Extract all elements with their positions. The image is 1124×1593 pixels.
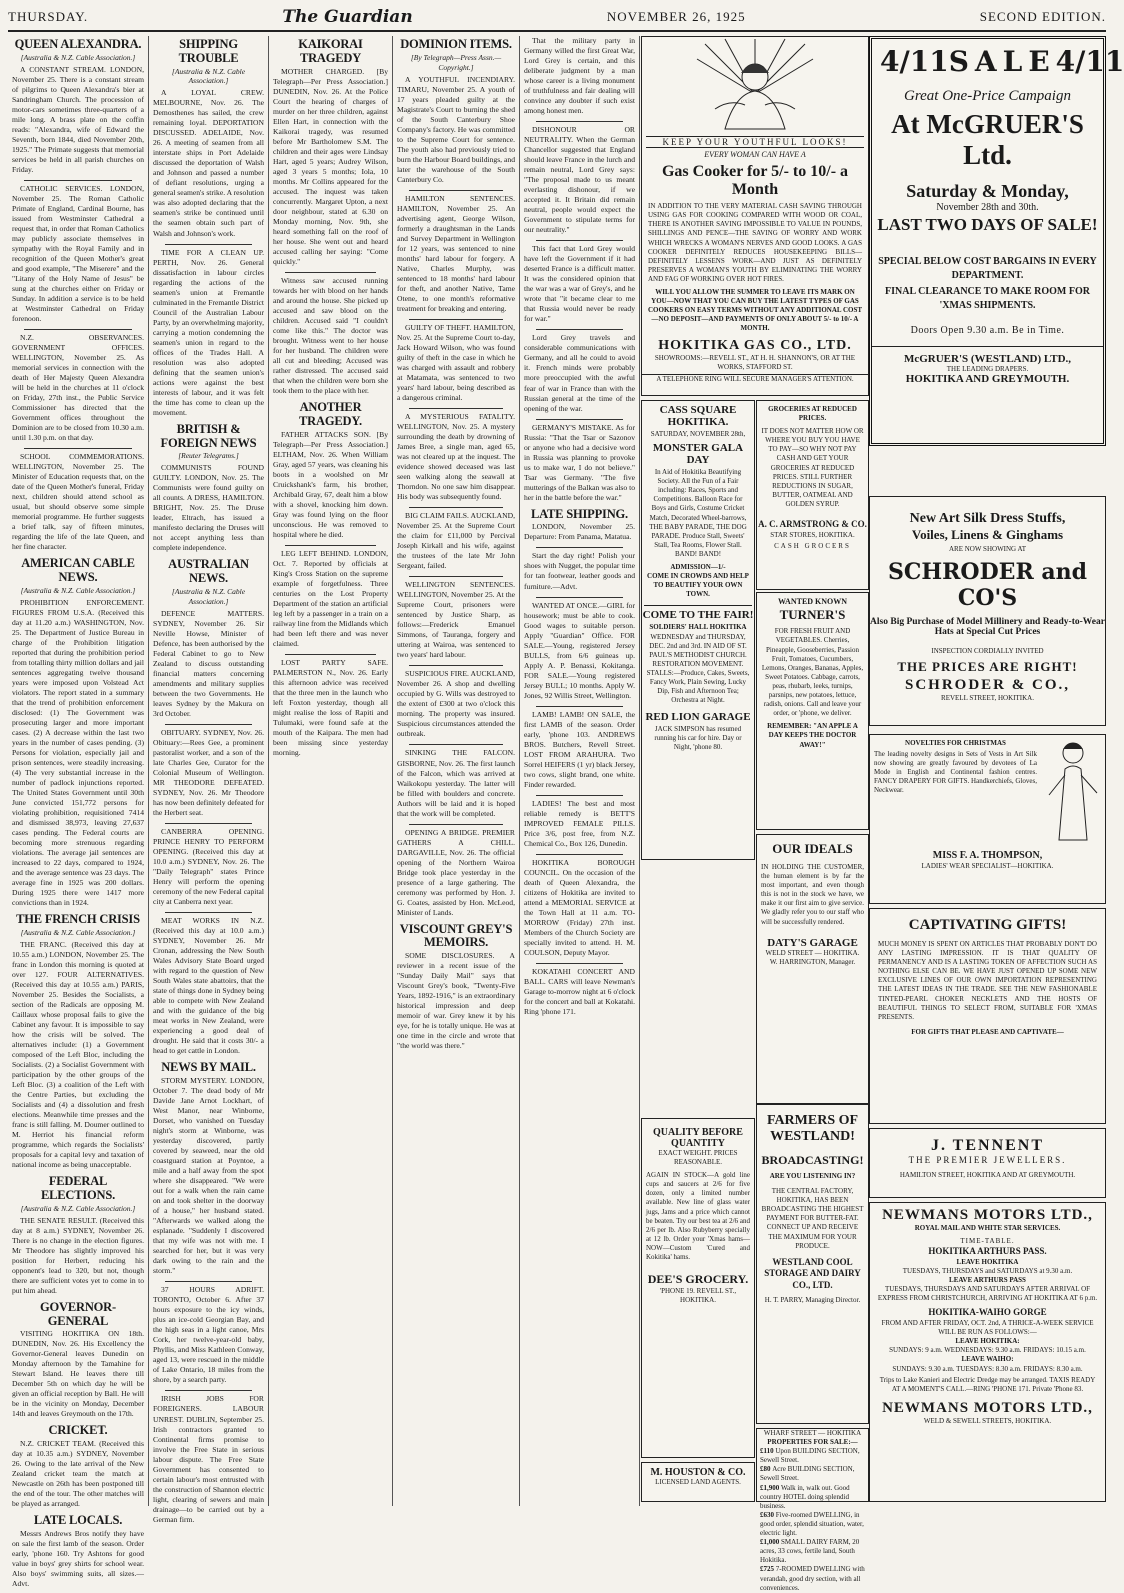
article-body: THE FRANC. (Received this day at 10.55 a.m.) LONDON, November 25. The franc in London this morning is quoted at over 127. FOUR ALTERNATIVES. (Received this day at 10.55 a.m.) PARIS, November 25. Besides the Socialists, a section of the Radicals are opposing M. Caillaux whose proposal fails to give the Cabinet any favour. It is impossible to say how the crisis will be solved. The alternatives include: (1) a Government composed of the Left Bloc, including the Socialists. (2) a Socialist Government with participation by the other groups of the Left Bloc. (3) a coalition of the Left with the Centre Parties, but excluding the Socialists and (4) a dissolution and fresh elections. Meanwhile time presses and the franc is still falling. M. Doumer outlined to M. Herriot his financial reform programme, which regards the Socialists' proposals for a capital levy and taxation of national income as being unacceptable. — [12, 939, 144, 1170]
property-price: £725 — [760, 1565, 776, 1574]
column-divider — [536, 795, 623, 796]
westland-dairy-ad — [756, 1104, 869, 1424]
article-body: LOST PARTY SAFE. PALMERSTON N., Nov. 26. Early this afternoon advice was received that the three men in the launch who left Foxton yesterday, though all might realise the loss of Rapiti and Tulumaki, were found safe at the mouth of the Kaipara. The men had been missing since yesterday morning. — [273, 657, 388, 757]
article-source: [Reuter Telegrams.] — [178, 451, 239, 461]
column-divider — [536, 706, 623, 707]
newmans-route1-leave: LEAVE HOKITIKA — [956, 1257, 1019, 1266]
groc-tag: CASH GROCERS — [774, 541, 851, 550]
column-divider — [285, 545, 376, 546]
turners-fruit-ad — [756, 592, 869, 830]
property-description: Acre BUILDING SECTION, Sewell Street. — [760, 1465, 855, 1483]
news-article — [397, 190, 515, 314]
schroder-address: REVELL STREET, HOKITIKA. — [941, 694, 1034, 702]
article-body: HAMILTON SENTENCES. HAMILTON, November 25. An advertising agent, George Wilson, formerly a draughtsman in the Lands and Survey Department in Wellington for 12 years, was sentenced to nine months' hard labour for forgery. A Native, Charles Murphy, was sentenced to 18 months' hard labour for theft, and another Native, Tame Otene, to one month's reformative treatment for breaking and entering. — [397, 193, 515, 313]
news-column-3 — [269, 36, 393, 1506]
news-article — [12, 913, 144, 1170]
sale-price-left: 4/11 — [880, 45, 949, 78]
turner-body: FOR FRESH FRUIT AND VEGETABLES. Cherries, Pineapple, Gooseberries, Passion Fruit, Tomatoes, Cucumbers, Lemons, Oranges, Bananas, Apples, Sweet Potatoes. Cabbage, carrots, peas, rhubarb, leeks, turnips, parsnips, new potatoes, lettuce, radish, onions. Call and leave your order, or 'phone, we deliver. — [761, 627, 864, 718]
newmans-sub: ROYAL MAIL AND WHITE STAR SERVICES. — [914, 1224, 1061, 1232]
houston-properties-ad — [756, 1428, 869, 1592]
property-listing — [757, 1484, 868, 1511]
gas-company: HOKITIKA GAS CO., LTD. — [658, 337, 852, 353]
article-body: CANBERRA OPENING. PRINCE HENRY TO PERFORM OPENING. (Received this day at 10.0 a.m.) SYDNEY, Nov. 26. The "Daily Telegraph" states Prince Henry will perform the opening ceremony of the new Federal capital city at Canberra next year. — [153, 826, 264, 907]
news-article — [12, 1301, 144, 1420]
news-article — [153, 1061, 264, 1276]
article-body: Lord Grey travels and considerable communications with Germany, and all he could to avoid it. French minds were probably more preoccupied with the awful fear of war in France than with the Russian general at the time of the opening of the war. — [524, 333, 635, 413]
article-source: [Australia & N.Z. Cable Association.] — [20, 52, 136, 62]
sale-clearance: FINAL CLEARANCE TO MAKE ROOM FOR 'XMAS SHIPMENTS. — [885, 286, 1090, 311]
article-headline: BRITISH & FOREIGN NEWS — [160, 421, 257, 450]
article-source: [Australia & N.Z. Cable Association.] — [20, 585, 136, 595]
fair-venue: SOLDIERS' HALL HOKITIKA — [649, 623, 747, 632]
article-body: N.Z. CRICKET TEAM. (Received this day at 10.35 a.m.) SYDNEY, November 26. Owing to the late arrival of the New Zealand cricket team the match at Newcastle on 26th has been postponed till the end of the tour. The other matches will be played as arranged. — [12, 1439, 144, 1509]
article-body: A YOUTHFUL INCENDIARY. TIMARU, November 25. A youth of 17 years pleaded guilty at the Magistrate's Court to burning the shed of the South Canterbury Shoe Company's factory. He was committed to the Supreme Court for sentence. The youth also had previously tried to burn the Harbour Board buildings, and later the warehouse of the South Canterbury Co. — [397, 74, 515, 184]
property-description: Upon BUILDING SECTION, Sewell Street. — [760, 1447, 860, 1465]
houston-sub: LICENSED LAND AGENTS. — [655, 1478, 741, 1486]
article-body: PROHIBITION ENFORCEMENT. FIGURES FROM U.S.A. (Received this day at 11.20 a.m.) WASHINGTON, Nov. 25. The Department of Justice Bureau in charge of the Prohibition litigation reported that during the prohibition period from totalling thirty million dollars and jail sentences aggregating twelve thousand years were imposed upon Volstead Act violators. The report stated in a summary that the trend of prohibition enforcement disclosed: (1) The Government was prosecuting larger and more important cases. (2) A decrease within the last two years in the number of cases pending. (3) Persons for violation, especially jail and prison sentences, were steadily increasing. (4) The very substantial increase in the number of padlock injunctions reported. The United States Government until 30th June convicted 151,772 persons for violating prohibition, requisitioned 7414 and dismissed 38,973, leaving 27,637 cases pending. The Federal courts are becoming more strenuous regarding violations. The average jail sentences are increased to 22 days, compared to 1924, and the average sentence was 23 days. The average fine in 1925 was 200 dollars. During 1925 there were 1417 more convictions than in 1924. — [12, 597, 144, 908]
article-headline: AMERICAN CABLE NEWS. — [21, 556, 135, 585]
farmers-broadcasting: BROADCASTING! — [761, 1153, 864, 1167]
tennent-tag: THE PREMIER JEWELLERS. — [908, 1155, 1067, 1165]
news-article — [12, 448, 144, 552]
gifts-body: MUCH MONEY IS SPENT ON ARTICLES THAT PROBABLY DON'T DO ANY LASTING IMPRESSION. IT IS THAT QUALITY OF PERMANENCY AND IS A LASTING TOKEN OF AFFECTION SUCH AS NOTHING ELSE CAN BE. WE HAVE JUST OPENED UP SOME NEW EXCLUSIVE LINES OF OUR OWN IMPORTATION REPRESENTING THE LATEST IDEAS IN THE TRADE. SEE THE NEW FASHIONABLE TINTED-PEARL CHOKER NECKLETS AND THE HOSTS OF BEAUTIFUL THINGS TO SELECT FROM, SUITABLE FOR 'XMAS PRESENTS. — [878, 940, 1097, 1021]
quality-head: QUALITY BEFORE QUANTITY — [653, 1127, 743, 1149]
newmans-route2-times: SUNDAYS: 9 a.m. WEDNESDAYS: 9.30 a.m. FRIDAYS: 10.15 a.m. — [889, 1346, 1086, 1355]
news-article — [273, 654, 388, 758]
article-headline: THE FRENCH CRISIS — [16, 912, 140, 927]
property-listing — [757, 1511, 868, 1538]
property-listing — [757, 1447, 868, 1465]
groc-address: STAR STORES, HOKITIKA. — [770, 530, 855, 539]
gas-body: IN ADDITION TO THE VERY MATERIAL CASH SAVING THROUGH USING GAS FOR COOKING COMPARED WITH WOOD OR COAL, THERE IS ANOTHER SAVING IMPOSSIBLE TO VALUE IN POUNDS, SHILLINGS AND PENCE—THE SAVING OF WORRY AND WORK WHICH WRECKS A WOMAN'S NERVES AND GOOD LOOKS. A GAS COOKER DEFINITELY REDUCES HOUSEKEEPING BILLS—DEFINITELY LESSENS WORK—AND JUST AS DEFINITELY PRESERVES A WOMAN'S YOUTH BY ELIMINATING THE WORRY AND FAG OF WORKING OVER HOT FIRES. — [648, 202, 862, 283]
gala-title: MONSTER GALA DAY — [652, 442, 744, 467]
article-body: Witness saw accused running towards her with blood on her hands and around the house. She picked up accused and saw blood on the children. Accused said "I couldn't come like this." The doctor was brought. Witness went to her house for her husband. The children were all cut and bleeding; Accused was rather distressed. The accused said that when the children were born she took them to the place with her. — [273, 275, 388, 395]
property-listing — [757, 1465, 868, 1483]
news-article — [524, 795, 635, 849]
dees-grocery-ad — [641, 1118, 755, 1458]
lady-figure-illustration — [1041, 735, 1105, 845]
news-article — [153, 912, 264, 1056]
newmans-timetable: TIME-TABLE. — [960, 1237, 1015, 1246]
article-body: N.Z. OBSERVANCES. GOVERNMENT OFFICES. WELLINGTON, November 25. As memorial services in connection with the death of Her Majesty Queen Alexandra will be held in the churches at 11 o'clock on Friday, 27th inst., the Public Service Commissioner has directed that the Government offices throughout the Dominion are to be closed from 10.30 a.m. until 1.30 p.m. on that day. — [12, 333, 144, 443]
article-body: LADIES! The best and most reliable remedy is BETT'S IMPROVED FEMALE PILLS. Price 3/6, post free, from N.Z. Chemical Co., Box 126, Dunedin. — [524, 798, 635, 848]
novelties-body: The leading novelty designs in Sets of Vests in Art Silk now showing are greatly favoured by devotees of La Mode in English and Continental fashion centres. FANCY DRAPERY FOR GIFTS. Handkerchiefs, Gloves, Neckwear. — [874, 750, 1037, 795]
column-divider — [285, 654, 376, 655]
article-body: CATHOLIC SERVICES. LONDON, November 25. The Roman Catholic Primate of England, Cardinal Bourne, has issued from Westminster Cathedral a request that, in order that Roman Catholics may publicly associate themselves in sympathy with the Royal Family and in recognition of the Queen Mother's great and good example, "The Miserere" and the "Litany of the Holy Name of Jesus" be sung at the churches either on Friday or Sunday. In addition a service is to be held at Westminster Cathedral on Friday forenoon. — [12, 183, 144, 324]
article-headline: VISCOUNT GREY'S MEMOIRS. — [399, 921, 513, 950]
article-body: Messrs Andrews Bros notify they have on sale the first lamb of the season. Order early, 'phone 160. Try Ashtons for good value in boys' grey shirts for school wear. Also boys' swimming suits, all sizes.—Advt. — [12, 1529, 144, 1589]
article-body: STORM MYSTERY. LONDON, October 7. The dead body of Mr Davide Jane Arnot Lockhart, of West Manor, near Winborne, Dorset, who vanished on Tuesday night's storm at Winborne, was yesterday discovered, partly covered by seaweed, near the old coastguard station at Poyntoe, a mile and a half away from the spot where she disappeared. "We were out for a walk when the rain came on and took shelter in the doorway of a house," her husband stated. "Afterwards we walked along the esplanade. "Suddenly I discovered that my wife was not with me. I searched for her, but it was very dark owing to the rain and the storm." — [153, 1076, 264, 1276]
article-body: SINKING THE FALCON. GISBORNE, Nov. 26. The first launch of the Falcon, which was arrived at Waikokopu yesterday. The latter will be filled with boulders and concrete. Authors will be laid and it is hoped that the work will be completed. — [397, 748, 515, 818]
article-body: COMMUNISTS FOUND GUILTY. LONDON, Nov. 25. The Communists were found guilty on all counts. A DRESS, HAMILTON. BRIGHT, Nov. 25. The Druse leader, Eltrach, has issued a manifesto declaring the Druses will not accept anything less than complete independence. — [153, 463, 264, 553]
column-divider — [409, 665, 503, 666]
houston-props-head: PROPERTIES FOR SALE:— — [767, 1438, 858, 1447]
article-headline: LATE LOCALS. — [33, 1513, 123, 1528]
sale-company: McGRUER'S (WESTLAND) LTD., — [903, 353, 1072, 365]
sale-tagline: THE LEADING DRAPERS. — [946, 365, 1029, 373]
gala-venue: CASS SQUARE HOKITIKA. — [659, 404, 737, 428]
newmans-route2-notice: FROM AND AFTER FRIDAY, OCT. 2nd, A THRICE-A-WEEK SERVICE WILL BE RUN AS FOLLOWS:— — [881, 1319, 1094, 1337]
farmers-company: WESTLAND COOL STORAGE AND DAIRY CO., LTD. — [764, 1256, 861, 1291]
gas-cooker-ad — [641, 36, 869, 396]
column-divider — [409, 319, 503, 320]
article-headline: ANOTHER TRAGEDY. — [299, 400, 362, 428]
column-divider — [24, 448, 132, 449]
ideals-manager: W. HARRINGTON, Manager. — [769, 957, 856, 966]
gas-pretitle: EVERY WOMAN CAN HAVE A — [704, 150, 806, 159]
article-body: That the military party in Germany willed the first Great War, Lord Grey is certain, and this deliberate judgment by a man whose career is a living monument of truthfulness and fair dealing will convince any doubter if such exist among honest men. — [524, 36, 635, 116]
groc-body: IT DOES NOT MATTER HOW OR WHERE YOU BUY YOU HAVE TO PAY—SO WHY NOT PAY CASH AND GET YOUR GROCERIES AT REDUCED PRICES. STILL FURTHER REDUCTIONS IN SUGAR, BUTTER, OATMEAL AND GOLDEN SYRUP. — [761, 427, 864, 508]
news-article — [153, 244, 264, 418]
newmans-head: NEWMANS MOTORS LTD., — [882, 1207, 1093, 1223]
article-body: Start the day right! Polish your shoes with Nugget, the popular time for tan footwear, leather goods and furniture.—Advt. — [524, 551, 635, 591]
news-article — [153, 423, 264, 554]
article-body: A MYSTERIOUS FATALITY. WELLINGTON, Nov. 25. A mystery surrounding the death by drowning of James Bree, a single man, aged 65, was not cleared up at the inquest. The evidence showed deceased was last seen walking along the seawall at Thorndon. No one saw him disappear. His body was subsequently found. — [397, 412, 515, 502]
article-body: This fact that Lord Grey would have left the Government if it had deserted France is a difficult matter. It was the considered opinion that the war was a war of Grey's, and he wrote that "it became clear to me that Russia would never be ready for war." — [524, 244, 635, 324]
article-headline: SHIPPING TROUBLE — [178, 37, 239, 65]
news-article — [153, 38, 264, 239]
article-body: MOTHER CHARGED. [By Telegraph—Per Press Association.] DUNEDIN, Nov. 26. At the Police Court the hearing of charges of murder on her three children, against Ellen Hart, in connection with the Kaikorai tragedy, was resumed before Mr Bartholomew S.M. The children and their ages were Lindsay Hart, aged 5 years; Audrey Wilson, aged 3 years 5 months; Iola, 10 months. Mr Collins appeared for the accused. The inquest was taken concurrently. Margaret Upton, a next door neighbour, stated at 6.30 on Monday morning, Nov. 9th, she heard something fall on the roof of her house. She went out and heard accused calling her saying: "Come quickly." — [273, 66, 388, 266]
news-column-1 — [8, 36, 149, 1589]
property-price: £630 — [760, 1510, 776, 1519]
schroder-prices: THE PRICES ARE RIGHT! — [897, 659, 1078, 674]
news-article — [397, 408, 515, 502]
gala-date: SATURDAY, NOVEMBER 28th, — [650, 430, 746, 438]
column-divider — [536, 597, 623, 598]
article-body: VISITING HOKITIKA ON 18th. DUNEDIN, Nov. 26. His Excellency the Governor-General leaves Dunedin on Monday afternoon by the Tamahine for Stewart Island. He leaves there till December 5th on which day he will be given an official reception by Ball. He will be in the vicinity on Monday, December 14th and leaves Greymouth on the 17th. — [12, 1329, 144, 1419]
fair-head: COME TO THE FAIR! — [642, 609, 754, 622]
news-article — [397, 744, 515, 818]
woman-illustration — [695, 39, 815, 129]
article-body: DISHONOUR OR NEUTRALITY. When the German Chancellor suggested that England should leave France in the lurch and remain neutral, Lord Grey says: "The proposal made to us meant everlasting dishonour, if we accepted it. It Britain did remain neutral, people would expect the Government to stipulate terms for our neutrality." — [524, 125, 635, 235]
farmers-body: THE CENTRAL FACTORY, HOKITIKA, HAS BEEN BROADCASTING THE HIGHEST PAYMENT FOR BUTTER-FAT. CONNECT UP AND RECEIVE THE MAXIMUM FOR YOUR PRODUCE. — [761, 1187, 864, 1250]
red-lion-head: RED LION GARAGE — [645, 711, 751, 724]
article-body: IRISH JOBS FOR FOREIGNERS. LABOUR UNREST. DUBLIN, September 25. Irish contractors granted to Continental firms promise to involve the Free State in serious labour dispute. The Free State Government has consented to certain labour's most entrusted with the construction of Shannon electric light, clearing of sewers and main drainage—to be carried out by a German firm. — [153, 1394, 264, 1524]
groc-head: GROCERIES AT REDUCED PRICES. — [768, 405, 857, 423]
column-divider — [165, 823, 252, 824]
gala-admission: ADMISSION—1/- — [670, 563, 726, 572]
article-headline: AUSTRALIAN NEWS. — [168, 557, 249, 586]
houston-address: WHARF STREET — HOKITIKA — [763, 1429, 862, 1437]
article-source: [Australia & N.Z. Cable Association.] — [171, 586, 246, 606]
column-divider — [24, 180, 132, 181]
article-headline: CRICKET. — [48, 1423, 108, 1438]
quality-phone: 'PHONE 19. REVELL ST., HOKITIKA. — [659, 1287, 737, 1305]
schroder-line2: Voiles, Linens & Ginghams — [911, 527, 1064, 542]
news-article — [12, 38, 144, 175]
column-divider — [409, 576, 503, 577]
news-article — [524, 36, 635, 116]
news-column-4 — [393, 36, 520, 1506]
quality-company: DEE'S GROCERY. — [647, 1272, 749, 1287]
houston-property-list — [757, 1447, 868, 1593]
advertisements — [641, 36, 1124, 1592]
column-divider — [165, 1390, 252, 1391]
newmans-route1-detail: TUESDAYS, THURSDAYS AND SATURDAYS AFTER ARRIVAL OF EXPRESS FROM CHRISTCHURCH, ARRIVING AT HOKITIKA AT 6 p.m. — [877, 1285, 1098, 1303]
column-divider — [409, 507, 503, 508]
property-listing — [757, 1538, 868, 1565]
news-article — [524, 419, 635, 503]
turner-wanted: WANTED KNOWN — [777, 597, 848, 606]
farmers-line2: WESTLAND! — [770, 1129, 855, 1144]
news-column-5 — [520, 36, 640, 1506]
news-article — [153, 724, 264, 818]
article-headline: GOVERNOR-GENERAL — [40, 1299, 116, 1328]
novelties-head: NOVELTIES FOR CHRISTMAS — [905, 739, 1006, 747]
schroder-millinery: Also Big Purchase of Model Millinery and Ready-to-Wear Hats at Special Cut Prices — [870, 617, 1105, 637]
newmans-trips: Trips to Lake Kanieri and Electric Dredge may be arranged. TAXIS READY AT A MOMENT'S CALL.—RING 'PHONE 171. Private 'Phone 83. — [879, 1375, 1096, 1393]
gifts-tag: FOR GIFTS THAT PLEASE AND CAPTIVATE— — [911, 1027, 1064, 1036]
quality-sub: EXACT WEIGHT. PRICES REASONABLE. — [658, 1149, 738, 1167]
column-divider — [285, 272, 376, 273]
fair-body: WEDNESDAY and THURSDAY, DEC. 2nd and 3rd. IN AID OF ST. PAUL'S METHODIST CHURCH. RESTORATION MOVEMENT. STALLS:—Produce, Cakes, Sweets, Fancy Work, Plain Sewing, Lucky Dip, Fish and Afternoon Tea; Orchestra at Night. — [646, 632, 750, 705]
armstrong-groceries-ad — [756, 400, 869, 590]
column-divider — [165, 1281, 252, 1282]
thompson-novelties-ad — [869, 734, 1106, 904]
article-body: HOKITIKA BOROUGH COUNCIL. On the occasion of the death of Queen Alexandra, the citizens of Hokitika are invited to attend a MEMORIAL SERVICE at the Town Hall at 11 a.m. TO-MORROW (Friday) 27th inst. Members of the Church Society are specially invited to attend. H. M. COULSON, Deputy Mayor. — [524, 857, 635, 958]
tennent-address: HAMILTON STREET, HOKITIKA AND AT GREYMOUTH. — [899, 1170, 1076, 1179]
article-headline: KAIKORAI TRAGEDY — [298, 37, 363, 65]
ideals-company: DATY'S GARAGE — [767, 936, 858, 949]
news-article — [397, 576, 515, 660]
masthead — [8, 4, 1106, 32]
sale-last-days: LAST TWO DAYS OF SALE! — [877, 215, 1098, 234]
news-column-2 — [149, 36, 269, 1524]
news-article — [12, 1175, 144, 1296]
news-article — [524, 963, 635, 1017]
masthead-day: THURSDAY. — [8, 9, 89, 24]
sale-store: At McGRUER'S Ltd. — [891, 109, 1084, 170]
datys-garage-ad — [756, 834, 869, 1104]
property-description: Walk in, walk out. Good country HOTEL doing splendid business. — [760, 1483, 850, 1510]
news-article — [524, 547, 635, 591]
news-article — [524, 240, 635, 324]
article-body: 37 HOURS ADRIFT. TORONTO, October 6. After 37 hours exposure to the icy winds, plus an ice-cold Georgian Bay, and the high seas in a light canoe, Mrs Cork, her twelve-year-old baby, Phyllis, and Miss Kathleen Conway, aged 13, were rescued in the middle of Lake Ontario, 18 miles from the shore, by a search party. — [153, 1285, 264, 1385]
gas-offer: WILL YOU ALLOW THE SUMMER TO LEAVE ITS MARK ON YOU—NOW THAT YOU CAN BUY THE LATEST TYPES OF GAS COOKERS ON EASY TERMS WITHOUT ANY ADDITIONAL COST—NO DEPOSIT—AND PAYMENTS OF ONLY ABOUT 5/- to 10/- A MONTH. — [648, 288, 863, 333]
article-body: GERMANY'S MISTAKE. As for Russia: "That the Tsar or Sazonov or anyone who had a decisive word in Russia was planning to provoke us to make war, I do not believe." Tsar was Germany. "The five mutterings of the Balkan was also to her in the battle before the war." — [524, 422, 635, 502]
article-body: OBITUARY. SYDNEY, Nov. 26. Obituary:—Rees Gee, a prominent pastoralist worker, and a son of the late Charles Gee, Curator for the Colonial Museum of Wellington. MR THEODORE DEFEATED. SYDNEY, Nov. 26. Mr Theodore has now been definitely defeated for the Herbert seat. — [153, 727, 264, 817]
novelties-name: MISS F. A. THOMPSON, — [932, 850, 1043, 861]
article-source: [Australia & N.Z. Cable Association.] — [20, 1203, 136, 1213]
column-divider — [165, 912, 252, 913]
schroder-line3: ARE NOW SHOWING AT — [948, 545, 1027, 553]
article-headline: LATE SHIPPING. — [531, 506, 628, 521]
article-headline: QUEEN ALEXANDRA. — [14, 37, 142, 51]
turner-name: TURNER'S — [779, 607, 846, 623]
farmers-listening: ARE YOU LISTENING IN? — [769, 1172, 856, 1180]
news-article — [12, 329, 144, 443]
houston-name: M. HOUSTON & CO. — [650, 1467, 746, 1478]
schroder-company: SCHRODER & CO., — [904, 677, 1070, 693]
newmans-route2-leave: LEAVE HOKITIKA: — [955, 1337, 1020, 1346]
novelties-trade: LADIES' WEAR SPECIALIST—HOKITIKA. — [921, 862, 1054, 870]
news-article — [273, 545, 388, 649]
groc-company: A. C. ARMSTRONG & CO. — [758, 519, 867, 530]
news-article — [397, 665, 515, 739]
tennent-jewellers-ad — [869, 1128, 1106, 1198]
column-divider — [536, 240, 623, 241]
article-body: WELLINGTON SENTENCES. WELLINGTON, November 25. At the Supreme Court, prisoners were sentenced by Justice Sharp, as follows:—Frederick Emanuel Simmons, of Tauranga, forgery and uttering at Wairoa, was sentenced to two years' hard labour. — [397, 580, 515, 660]
column-divider — [165, 244, 252, 245]
news-article — [524, 121, 635, 235]
gas-headline: Gas Cooker for 5/- to 10/- a Month — [661, 163, 849, 198]
schroder-inspection: INSPECTION CORDIALLY INVITED — [931, 647, 1044, 655]
article-body: THE SENATE RESULT. (Received this day at 8 a.m.) SYDNEY, November 26. There is no change in the election figures. Mr Theodore has slightly improved his position for Herbert, reducing his opponent's lead to 320, but not, though there are sufficient votes yet to come in to put him ahead. — [12, 1215, 144, 1295]
newmans-route1-days: TUESDAYS, THURSDAYS and SATURDAYS at 9.30 a.m. — [902, 1266, 1073, 1275]
news-article — [153, 1281, 264, 1385]
mcgruers-sale-ad — [869, 36, 1124, 446]
ideals-body: IN HOLDING THE CUSTOMER, the human element is by far the most important, and even though this is not in the stock we have, we make it our first aim to give service. We gladly refer you to our staff who will be successfully rendered. — [761, 863, 864, 926]
article-headline: FEDERAL ELECTIONS. — [40, 1174, 116, 1202]
sale-dates: November 28th and 30th. — [936, 202, 1039, 213]
sale-days: Saturday & Monday, — [906, 181, 1069, 201]
news-article — [273, 401, 388, 540]
newmans-route2: HOKITIKA-WAIHO GORGE — [928, 1307, 1047, 1318]
news-article — [153, 558, 264, 718]
gala-body: In Aid of Hokitika Beautifying Society. All the Fun of a Fair including: Races, Sports and Competitions. Balloon Race for Boys and Girls, Costume Cricket Match, Decorated Wheel-barrows, THE BABY PARADE, THE DOG PARADE. Produce Stall, Sweets' Stall, Tea Rooms, Flower Stall. BAND! BAND! — [649, 468, 747, 558]
news-article — [12, 180, 144, 324]
red-lion-body: JACK SIMPSON has resumed running his car for hire. Day or Night, 'phone 80. — [654, 725, 742, 752]
column-divider — [165, 724, 252, 725]
article-body: MEAT WORKS IN N.Z. (Received this day at 10.0 a.m.) SYDNEY, November 26. Mr Cronan, addressing the New South Wales Advisory State Board urged with regard to the question of New South Wales state abattoirs, that the state of things done in Sydney being able to compete with New Zealand and with the guidance of the big meat works in New Zealand, were experiencing a good deal of drought. He said that it costs 30/- a head to get cattle in London. — [153, 916, 264, 1056]
property-price: £110 — [760, 1447, 776, 1456]
news-article — [524, 706, 635, 790]
farmers-line1: FARMERS OF — [766, 1113, 859, 1128]
article-body: FATHER ATTACKS SON. [By Telegraph—Per Press Association.] ELTHAM, Nov. 26. When William Gray, aged 57 years, was cleaning his boots in a woolshed on Mr Cruickshank's farm, his brother, Archibald Gray, 67, dealt him a blow with a shovel, knocking him down. Gray was found lying on the floor unconscious. He was removed to hospital where he died. — [273, 429, 388, 539]
article-source: [By Telegraph—Press Assn.—Copyright.] — [410, 52, 502, 72]
newmans-route2-return: LEAVE WAIHO: — [961, 1355, 1014, 1364]
property-price: £80 — [760, 1465, 773, 1474]
houston-summary — [641, 1462, 755, 1502]
column-divider — [536, 121, 623, 122]
column-divider — [24, 329, 132, 330]
article-headline: NEWS BY MAIL. — [161, 1060, 256, 1075]
schroder-name: SCHRODER and CO'S — [887, 559, 1088, 611]
schroder-ad — [869, 496, 1106, 726]
sale-locations: HOKITIKA AND GREYMOUTH. — [905, 373, 1070, 385]
column-divider — [409, 824, 503, 825]
gifts-head: CAPTIVATING GIFTS! — [908, 917, 1067, 933]
news-article — [273, 38, 388, 267]
news-article — [524, 854, 635, 958]
masthead-date: NOVEMBER 26, 1925 — [606, 9, 746, 24]
sale-bargains: SPECIAL BELOW COST BARGAINS IN EVERY DEPARTMENT. — [878, 256, 1097, 281]
gala-day-ad — [641, 400, 755, 860]
article-source: [Australia & N.Z. Cable Association.] — [20, 927, 136, 937]
column-divider — [409, 744, 503, 745]
newmans-route1: HOKITIKA ARTHURS PASS. — [928, 1246, 1047, 1257]
column-divider — [536, 329, 623, 330]
article-headline: DOMINION ITEMS. — [400, 37, 512, 51]
property-price: £1,000 — [760, 1538, 781, 1547]
sale-doors: Doors Open 9.30 a.m. Be in Time. — [910, 325, 1065, 336]
news-article — [397, 319, 515, 403]
article-body: SUSPICIOUS FIRE. AUCKLAND, November 26. A shop and dwelling occupied by G. Wills was destroyed to the extent of £300 at two o'clock this morning. The property was insured. Suspicious circumstances attended the outbreak. — [397, 669, 515, 739]
article-body: LAMB! LAMB! ON SALE, the first LAMB of the season. Order early, 'phone 103. ANDREWS BROS. Butchers, Revell Street. LOST FROM ARAHURA. Two Sorrel HEIFERS (1 yr) black Jersey, two cows, slight brand, one white. Finder rewarded. — [524, 709, 635, 789]
sale-campaign: Great One-Price Campaign — [904, 88, 1071, 104]
article-body: WANTED AT ONCE.—GIRL for housework; must be able to cook. Good wages to suitable person. Apply "Guardian" Office. FOR SALE.—Young, registered Jersey BULLS, from 6/6 guineas up. Apply A. P. Benassi, Kokitanga. FOR SALE.—Young registered Jersey BULL; 10 months. Apply W. Jones, 92 Willis Street, Wellington. — [524, 600, 635, 700]
column-divider — [536, 419, 623, 420]
property-description: 7-ROOMED DWELLING with verandah, good dry section, with all conveniences. — [760, 1565, 865, 1592]
article-source: [Australia & N.Z. Cable Association.] — [171, 66, 246, 86]
turner-tag: REMEMBER: "AN APPLE A DAY KEEPS THE DOCTOR AWAY!" — [767, 722, 858, 749]
article-body: LEG LEFT BEHIND. LONDON, Oct. 7. Reported by officials at King's Cross Station on the supreme example of forgetfulness. Three centuries on the Lost Property Department of the station an artificial leg left by a passenger in a train on a railway line from the Midlands which had been left there and was never claimed. — [273, 548, 388, 648]
news-article — [12, 1514, 144, 1589]
masthead-edition: SECOND EDITION. — [979, 9, 1106, 24]
property-listing — [757, 1565, 868, 1592]
news-article — [397, 507, 515, 571]
sale-price-right: 4/11 — [1055, 45, 1124, 78]
article-body: A LOYAL CREW. MELBOURNE, Nov. 26. The Demosthenes has sailed, the crew remaining loyal. DEPORTATION DISCUSSED. ADELAIDE, Nov. 26. A meeting of seamen from all interstate ships in Port Adelaide discussed the deportation of Walsh and Johnson and passed a number of defiant resolutions, urging a general seamen's strike. A resolution was also adopted declaring that the seamen's strike be continued until the seamen obtain such part of Walsh and Johnson's work. — [153, 88, 264, 238]
newmans-route1-return: LEAVE ARTHURS PASS — [949, 1276, 1026, 1285]
captivating-gifts-ad — [869, 908, 1106, 1124]
news-article — [397, 824, 515, 918]
news-article — [397, 38, 515, 185]
property-description: Five-roomed DWELLING, in good order, splendid situation, water, electric light. — [760, 1510, 864, 1538]
article-body: TIME FOR A CLEAN UP. PERTH, Nov. 26. General dissatisfaction in labour circles regarding the actions of the seamen's union at Fremantle culminated in the Fremantle District Council of the Australian Labour Party, by an overwhelming majority, carrying a motion condemning the seamen's union in regard to the offices of the Trades Hall. A resolution was also adopted defining that the seamen union's actions were against the best interests of labour, and it was felt the time has come to clean up the movement. — [153, 247, 264, 417]
news-article — [524, 508, 635, 543]
news-article — [524, 329, 635, 413]
newmans-footer: NEWMANS MOTORS LTD., — [882, 1399, 1093, 1416]
newmans-footer-address: WELD & SEWELL STREETS, HOKITIKA. — [923, 1416, 1052, 1425]
property-description: SMALL DAIRY FARM, 20 acres, 33 cows, fertile land, South Hokitika. — [760, 1538, 860, 1565]
column-divider — [536, 547, 623, 548]
masthead-title: The Guardian — [282, 7, 413, 27]
news-article — [153, 823, 264, 907]
article-body: A CONSTANT STREAM. LONDON, November 25. There is a constant stream of pilgrims to Queen Alexandra's bier at Sandringham Church. The procession of motor-cars sometimes three-quarters of a mile long. A brass plate on the coffin reads: "Alexandra, wife of Edward the Seventh, born 1844, died November 20th, 1925." The Primate suggests that memorial services be held in all parish churches on Friday. — [12, 64, 144, 174]
gala-tagline: COME IN CROWDS AND HELP TO BEAUTIFY YOUR OWN TOWN. — [647, 572, 749, 599]
news-article — [273, 272, 388, 396]
news-article — [12, 1424, 144, 1509]
article-body: SOME DISCLOSURES. A reviewer in a recent issue of the "Sunday Daily Mail" says that Viscount Grey's book, "Twenty-Five Years, 1892-1916," is an extraordinary historical impression and deep memoir of war. Grey knew it by his eye, for he is totally unique. He was at one time in the circle and wrote that "the world was there." — [397, 951, 515, 1051]
article-body: BIG CLAIM FAILS. AUCKLAND, November 25. At the Supreme Court the claim for £11,000 by Percival Joseph Kirkall and his wife, against the trustees of the late Mr John Sergeant, failed. — [397, 511, 515, 571]
article-body: GUILTY OF THEFT. HAMILTON, Nov. 25. At the Supreme Court to-day, Jack Howard Wilson, who was found guilty of theft in the case in which he was charged with assault and robbery at Matamata, was sentenced to two years' hard labour, being described as a dangerous criminal. — [397, 322, 515, 402]
newmans-route2-return-times: SUNDAYS: 9.30 a.m. TUESDAYS: 8.30 a.m. FRIDAYS: 8.30 a.m. — [892, 1364, 1083, 1373]
quality-body: AGAIN IN STOCK—A gold line cups and saucers at 2/6 for five dozen, only a limited number available. New line of glass water jugs, Jams and a price which cannot be beaten. Try our best tea at 2/6 and 2/6 per lb. Also Rubyberry specially at 12 lb. Order your 'Xmas hams—NOW—Custom 'Cured and Kokitika' hams. — [646, 1171, 750, 1262]
news-article — [153, 1390, 264, 1524]
ideals-address: WELD STREET — HOKITIKA. — [765, 948, 860, 957]
gas-phone: A TELEPHONE RING WILL SECURE MANAGER'S ATTENTION. — [642, 374, 868, 384]
news-article — [397, 923, 515, 1052]
property-price: £1,900 — [760, 1483, 781, 1492]
column-divider — [536, 963, 623, 964]
schroder-line1: New Art Silk Dress Stuffs, — [909, 511, 1066, 526]
tennent-name: J. TENNENT — [930, 1137, 1045, 1154]
ideals-head: OUR IDEALS — [772, 841, 853, 856]
column-divider — [409, 408, 503, 409]
article-body: KOKATAHI CONCERT AND BALL. CARS will leave Newman's Garage to-morrow night at 6 o'clock for the concert and ball at Kokatahi. Ring 'phone 171. — [524, 967, 635, 1017]
sale-word: SALE — [948, 45, 1056, 78]
news-article — [524, 597, 635, 701]
article-body: OPENING A BRIDGE. PREMIER GATHERS A CHILL. DARGAVILLE, Nov. 26. The official opening of the Northern Wairoa Bridge took place yesterday in the presence of a large gathering. The ceremony was performed by Hon. J. G. Coates, assisted by Hon. McLeod, Minister of Lands. — [397, 827, 515, 917]
gas-strip: KEEP YOUR YOUTHFUL LOOKS! — [646, 136, 864, 148]
column-divider — [409, 190, 503, 191]
article-body: LONDON, November 25. Departure: From Panama, Matatua. — [524, 522, 635, 542]
article-body: DEFENCE MATTERS. SYDNEY, November 26. Sir Neville Howse, Minister of Defence, has been authorised by the Federal Cabinet to go to New Zealand to discuss outstanding financial matters concerning amendments and military supplies between the two Governments. He leaves Sydney by the Makura on 3rd October. — [153, 608, 264, 718]
gas-address: SHOWROOMS:—REVELL ST., AT H. H. SHANNON'S, OR AT THE WORKS, STAFFORD ST. — [654, 353, 856, 371]
newmans-motors-ad — [869, 1202, 1106, 1502]
column-divider — [536, 854, 623, 855]
article-body: SCHOOL COMMEMORATIONS. WELLINGTON, November 25. The Minister of Education requests that, on the date of the Queen Mother's funeral, Friday next, children should attend school as usual, but should observe some simple memorial programme. He further suggests a brief talk, say of fifteen minutes, regarding the life of the late Queen, and her fine character. — [12, 452, 144, 552]
news-article — [12, 557, 144, 908]
farmers-director: H. T. PARRY, Managing Director. — [764, 1295, 861, 1304]
